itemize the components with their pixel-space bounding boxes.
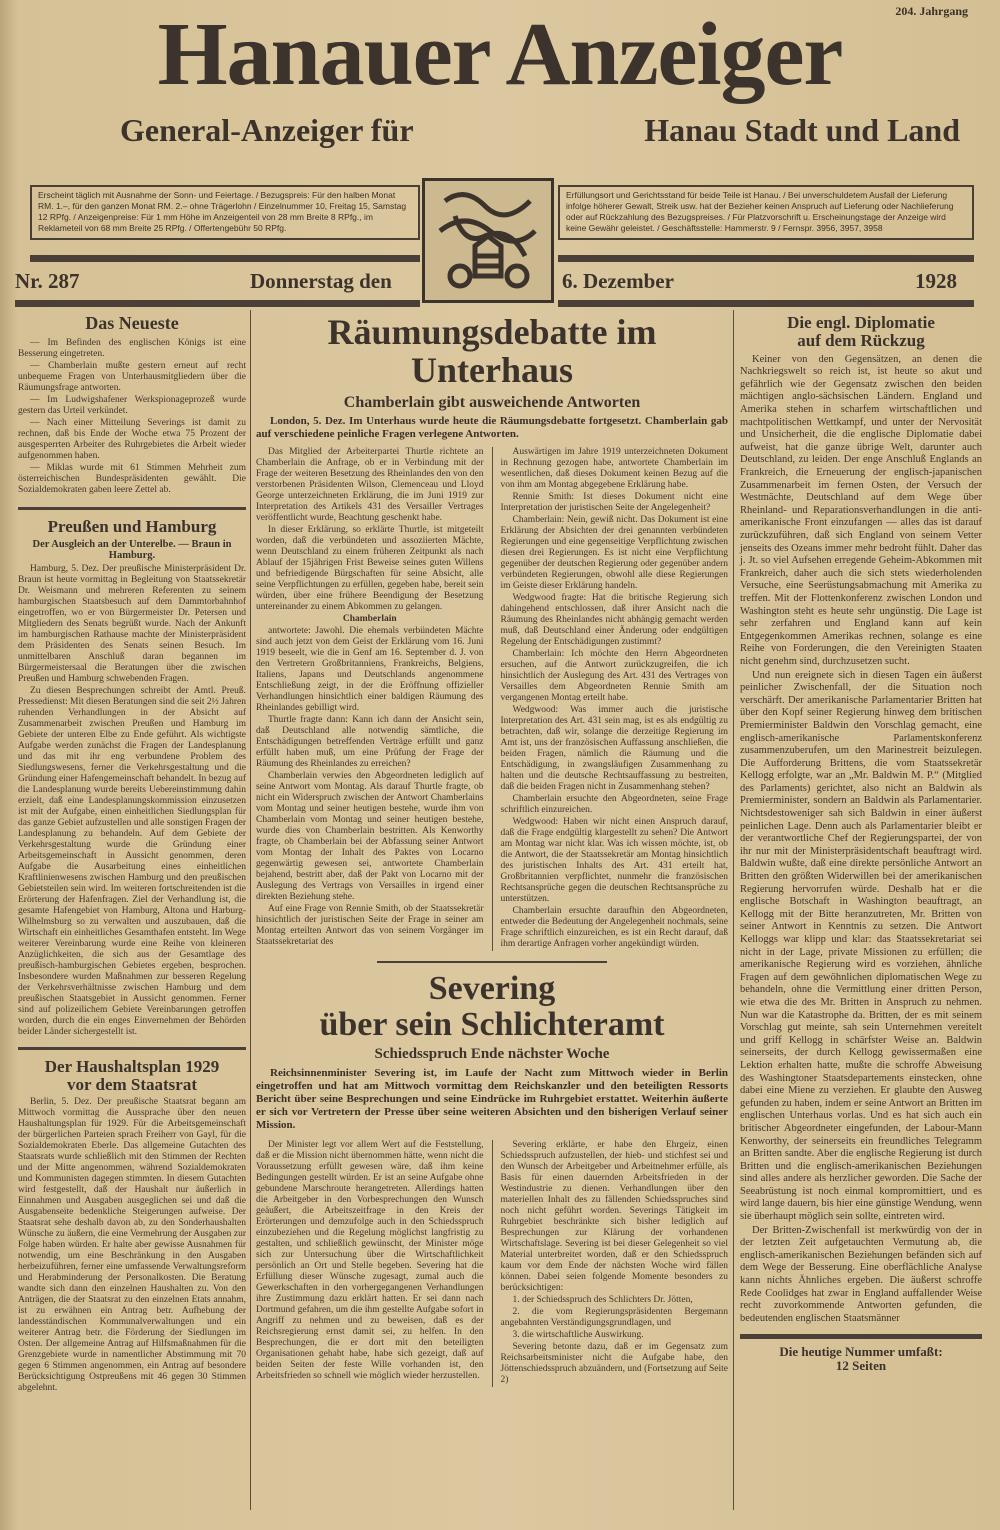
- paragraph: Chamberlain verwies den Abgeordneten lediglich auf seine Antwort vom Montag. Als darauf Thurtle fragte, ob nicht ein Widerspruch zwischen der Antwort Chamberlains vom Montag und seiner heutigen bestehe, wurde ihm von Chamberlain vom Montag und seiner heutigen bestehe, wurde dies von Chamberlain bestritten. Als Kenworthy fragte, ob Chamberlain bei der Abfassung seiner Antwort vom Montag der Inhalt des Paktes von Locarno gegenwärtig gewesen sei, antwortete Chamberlain bejahend, bestritt aber, daß der Pakt von Locarno mit der Auslegung des Vertrags von Versailles in irgend einer direkten Beziehung stehe.: [256, 771, 484, 903]
- list-item: 3. die wirtschaftliche Auswirkung.: [512, 1329, 644, 1340]
- article-title-line2: auf dem Rückzug: [797, 330, 925, 350]
- divider: [30, 255, 420, 262]
- column-rule: [733, 310, 734, 1510]
- news-item: — Miklas wurde mit 61 Stimmen Mehrheit zum österreichischen Bundespräsidenten gewählt. Die Sozialdemokraten gaben leere Zettel ab.: [18, 462, 246, 495]
- list-item: 2. die vom Regierungspräsidenten Bergemann angebahnten Verständigungsgrundlagen, und: [500, 1306, 728, 1328]
- page-count-label: Die heutige Nummer umfaßt:: [779, 1344, 943, 1360]
- text-column: [501, 1140, 729, 1387]
- middle-column: [256, 314, 728, 1387]
- text-column: [256, 1140, 484, 1387]
- page-count-note: [740, 1345, 982, 1372]
- paragraph: Der Britten-Zwischenfall ist merkwürdig von der in der letzten Zeit aufgetauchten Vermutung ab, die englisch-amerikanischen Beziehungen befänden sich auf dem Wege der Besserung. Eine oberflächliche Analyse kann nichts Ähnliches ergeben. Die äußerst schroffe Rede Coolidges hat zwar in England auffallender Weise recht zuvorkommende Antworten gefunden, die bedeutenden englischen Staatsmänner: [740, 1224, 982, 1324]
- news-item: — Nach einer Mitteilung Severings ist damit zu rechnen, daß bis Ende der Woche etwa 75 Prozent der ausgesperrten Arbeiter des Ruhrgebietes die Arbeit wieder aufgenommen haben.: [18, 417, 246, 461]
- masthead: [10, 0, 990, 160]
- news-item: — Im Ludwigshafener Werkspionageprozeß wurde gestern das Urteil verkündet.: [18, 394, 246, 416]
- page-count-value: 12 Seiten: [835, 1358, 887, 1374]
- article-title: Preußen und Hamburg: [47, 516, 217, 536]
- paragraph: antwortete: Jawohl. Die ehemals verbündeten Mächte sind auch jetzt von dem Geist der Erklärung vom 16. Juni 1919 beseelt, wie die in Genf am 16. September d. J. von den Vertretern Großbritanniens, Frankreichs, Belgiens, Italiens, Japans und Deutschlands angenommene Entschließung zeigt, in der die Eröffnung offizieller Verhandlungen hinsichtlich einer baldigen Räumung des Rheinlandes gebilligt wird.: [256, 626, 484, 714]
- news-item: — Chamberlain mußte gestern erneut auf recht unbequeme Fragen von Unterhausmitgliedern über die Räumungsfrage antworten.: [18, 360, 246, 393]
- paragraph: Severing erklärte, er habe den Ehrgeiz, einen Schiedsspruch aufzustellen, der hieb- und stichfest sei und den Wunsch der Arbeitgeber und Arbeitnehmer erfülle, als Basis für einen dauernden Arbeitsfrieden in der Westindustrie zu dienen. Verhandlungen über den materiellen Inhalt des zu fällenden Schiedsspruches sind noch nicht geführt worden. Severings Tätigkeit im Ruhrgebiet beschränkte sich bisher lediglich auf Besprechungen zur Klärung der vorhandenen Wirtschaftslage. Severing ist bei dieser Gelegenheit so viel Material unterbreitet worden, daß er den Schiedsspruch kaum vor dem Ende der nächsten Woche wird fällen können. Dabei seien folgende Momente besonders zu berücksichtigen:: [500, 1139, 728, 1293]
- column-rule: [492, 1140, 493, 1387]
- article-subtitle: Chamberlain gibt ausweichende Antworten: [343, 393, 641, 411]
- article-title: Räumungsdebatte im: [327, 312, 657, 352]
- paragraph: Hamburg, 5. Dez. Der preußische Ministerpräsident Dr. Braun ist heute vormittag in Begleitung von Staatssekretär Dr. Weismann und mehreren Referenten zu seinem hamburgischen Staatsbesuch auf dem Dammtorbahnhof eingetroffen, wo er von Bürgermeister Dr. Petersen und Mitgliedern des Senats begrüßt wurde. Nach der Ankunft im hamburgischen Rathause machte der Ministerpräsident dem Präsidenten des Senats seinen Besuch. Im unmittelbaren Anschluß daran begannen im Bürgermeistersaal die Beratungen über die zwischen Preußen und Hamburg schwebenden Fragen.: [18, 563, 246, 684]
- right-column: [740, 314, 982, 1373]
- paragraph: In dieser Erklärung, so erklärte Thurtle, ist mitgeteilt worden, daß die verbündeten und assoziierten Mächte, wenn Deutschland zu einem früheren Zeitpunkt als nach Ablauf der 15jährigen Frist Beweise seines guten Willens und befriedigende Bürgschaften für seine Absicht, alle seine Verpflichtungen zu erfüllen, gegeben habe, bereit sein würden, über eine frühere Beendigung der Besetzung untereinander zu einem Abkommen zu gelangen.: [256, 525, 484, 613]
- paragraph: Rennie Smith: Ist dieses Dokument nicht eine Interpretation der juristischen Seite der Angelegenheit?: [500, 492, 728, 514]
- subtitle-right: Hanau Stadt und Land: [644, 112, 960, 148]
- paragraph: Und nun ereignete sich in diesen Tagen ein äußerst peinlicher Zwischenfall, der die Situation noch verschärft. Der amerikanische Parlamentarier Britten hat über den Kopf seiner Regierung hinweg dem britischen Premierminister Baldwin den Vorschlag gemacht, eine englisch-amerikanische Parlamentskonferenz zusammenzuberufen, um den Marinestreit beizulegen. Die Aufforderung Brittens, die vom Staatssekretär Kellogg erfolgte, war an „Mr. Baldwin M. P.“ (Mitglied des Parlaments) gerichtet, also nicht an Baldwin als Premierminister, sondern an Baldwin als Parlamentarier. Nichtsdestoweniger sah sich Baldwin in einer äußerst peinlichen Lage. Denn auch als Parlamentarier bleibt er der verantwortliche Chef der Regierungspartei, der von ihr nur mit der Ministerpräsidentschaft beauftragt wird. Baldwin wußte, daß eine direkte persönliche Antwort an Britten den größten Widerwillen bei der amerikanischen Regierung hervorrufen würde. Deshalb hat er die englische Botschaft in Washington beauftragt, an Kellogg mit der Bitte heranzutreten, Mr. Britten von seiner Antwort in Kenntnis zu setzen. Die Antwort Kelloggs war klipp und klar: das Staatssekretariat sei nicht in der Lage, private Missionen zu erfüllen; die amerikanische Regierung wird es vorziehen, ähnliche Fragen auf dem gewöhnlichen diplomatischen Wege zu behandeln, ohne die Vermittlung einer dritten Person, wie etwa die des Mr. Britten in Anspruch zu nehmen. Nun war die Katastrophe da. Britten, der es mit seinem Vorschlag gut meinte, sah sein Unternehmen vereitelt und griff Kellogg in schärfster Weise an. Baldwin seinerseits, der durch Kellogg gewissermaßen eine Lektion erhalten hatte, mußte die schroffe Abweisung des Washingtoner Staatsdepartements einstecken, ohne dabei eine Miene zu verziehen. Er glaubte den Ausweg gefunden zu haben, indem er seine Antwort an Britten im englischen Unterhaus vorlas. Und es hat sich auch ein britischer Abgeordneter eingefunden, der Labour-Mann Kenworthy, der seinerseits ein freundliches Telegramm an Britten sandte. Aber die englische Regierung ist durch Britten und die englisch-amerikanischen Beziehungen sind alles andere als herzlicher geworden. Die Sache der Seeabrüstung ist noch einmal kompromittiert, und es wird lange dauern, bis hier eine günstige Wendung, wenn sie überhaupt möglich sein sollte, eintreten wird.: [740, 669, 982, 1223]
- text-column: [256, 447, 484, 951]
- volume-label: 204. Jahrgang: [895, 4, 968, 18]
- paragraph: Chamberlain ersuchte daraufhin den Abgeordneten, entweder die Bedeutung der Angelegenheit nochmals, seine Frage schriftlich einzureichen, es ist ein Recht darauf, daß ihm derartige Anfragen vorher angekündigt würden.: [500, 906, 728, 950]
- paragraph: Der Minister legt vor allem Wert auf die Feststellung, daß er die Mission nicht übernommen hätte, wenn nicht die Voraussetzung erfüllt gewesen wäre, daß ihm keine Bedingungen gestellt würden. Er ist an seine Aufgabe ohne gebundene Marschroute herangetreten. Allerdings hatten die Arbeitgeber in den Vorbesprechungen den Wunsch geäußert, die Arbeitszeitfrage in den Kreis der Erörterungen und demzufolge auch in den Schiedsspruch einzubeziehen und die Regelung möglichst langfristig zu gestalten, und schließlich gewünscht, der Minister möge sich zur Untersuchung über die Wirtschaftlichkeit persönlich an Ort und Stelle begeben. Severing hat die Erfüllung dieser Wünsche zugesagt, zumal auch die Gewerkschaften in den vorhergegangenen Verhandlungen ihre Zustimmung dazu erklärt hatten. Er sei dann nach Dortmund gefahren, um die ihm gestellte Aufgabe sofort in Angriff zu nehmen und zu beweisen, daß es der Reichsregierung ernst damit sei, zu helfen. In den Besprechungen, die er dort mit den beteiligten Organisationen gehabt habe, habe sich gezeigt, daß auf beiden Seiten der feste Wille vorhanden ist, den Arbeitsfrieden so schnell wie möglich wieder herzustellen.: [256, 1139, 484, 1381]
- divider: [18, 507, 246, 510]
- paragraph: Auf eine Frage von Rennie Smith, ob der Staatssekretär hinsichtlich der juristischen Seite der Frage in seiner am Montag erteilten Antwort das von seinem Vorgänger im Staatssekretariat des: [256, 904, 484, 948]
- article-title-line2: vor dem Staatsrat: [67, 1074, 197, 1094]
- date: 6. Dezember: [562, 269, 674, 293]
- article-lead: London, 5. Dez. Im Unterhaus wurde heute die Räumungsdebatte fortgesetzt. Chamberlain gab auf verschiedene peinliche Fragen verlegene Antworten.: [256, 415, 728, 441]
- article-raeumungsdebatte: [256, 314, 728, 951]
- divider: [558, 255, 974, 262]
- article-severing: [256, 971, 728, 1386]
- column-rule: [492, 447, 493, 951]
- text-column: [501, 447, 729, 951]
- paragraph: Berlin, 5. Dez. Der preußische Staatsrat begann am Mittwoch vormittag die Aussprache über den neuen Haushaltungsplan für 1929. Für die Arbeitsgemeinschaft der bürgerlichen Parteien sprach Freiherr von Gayl, für die Sozialdemokraten Eberle. Das allgemeine Gutachten des Staatsrats wurde schließlich mit den Stimmen der Rechten und der Mitte angenommen, während Sozialdemokraten und Kommunisten dagegen stimmten. In diesem Gutachten wird festgestellt, daß der Haushalt nur äußerlich in Einnahmen und Ausgaben ausgeglichen sei und daß die Ausgabenseite bedenkliche Steigerungen aufweise. Der Staatsrat sehe deshalb davon ab, zu den Sonderhaushalten Wünsche zu äußern, die eine Vermehrung der Ausgaben zur Folge haben würden. Er halte aber gewisse Ausnahmen für notwendig, um eine Beschränkung in den Ausgaben herbeizuführen, ferner eine umfassende Verwaltungsreform und Herabminderung der Personalkosten. Die Beratung wandte sich dann den einzelnen Haushalten zu. Von den Anträgen, die der Staatsrat zu den einzelnen Etats annahm, ist zu erwähnen ein Antrag betr. Aufhebung der landesständischen Kommunalverwaltungen und ein weiterer Antrag betr. die Förderung der Siedlungen im Osten. Der allgemeine Antrag auf Hilfsmaßnahmen für die Grenzgebiete wurde in namentlicher Abstimmung mit 70 gegen 6 Stimmen angenommen, ein Antrag auf besondere Berücksichtigung Ostpreußens mit 46 gegen 30 Stimmen abgelehnt.: [18, 1097, 246, 1394]
- paragraph: Thurtle fragte dann: Kann ich dann der Ansicht sein, daß Deutschland alle notwendig sämtliche, die Entschädigungen betreffenden Verträge erfüllt und ganz erfüllt haben muß, um eine Prüfung der Frage der Räumung des Rheinlandes zu erreichen?: [256, 715, 484, 770]
- article-preussen-hamburg: [18, 518, 246, 1039]
- article-subtitle: Der Ausgleich an der Unterelbe. — Braun in Hamburg.: [32, 538, 232, 561]
- subscription-info-box: Erscheint täglich mit Ausnahme der Sonn- und Feiertage. / Bezugspreis: Für den halben Monat RM. 1.–, für den ganzen Monat RM. 2.– ohne Trägerlohn / Einzelnummer 10, Freitag 15, Samstag 12 RPfg. / Anzeigenpreise: Für 1 mm Höhe im Anzeigenteil von 28 mm Breite 8 RPfg., im Reklameteil von 68 mm Breite 25 RPfg. / Offertengebühr 50 RPfg.: [30, 185, 420, 240]
- paragraph: Zu diesen Besprechungen schreibt der Amtl. Preuß. Pressedienst: Mit diesen Beratungen sind die seit 2½ Jahren ruhenden Verhandlungen in der Absicht auf Zusammenarbeit zwischen Preußen und Hamburg im Gebiete der unteren Elbe zu Ende geführt. Als wichtigste Aufgabe werden zunächst die Fragen der Landesplanung und das mit ihr eng verbundene Problem des Siedlungswesens, ferner die Verkehrsgestaltung und die Gründung einer Hafengemeinschaft behandelt. In bezug auf die Landesplanung wurde bereits Uebereinstimmung dahin erzielt, daß eine Landesplanungskommission einzusetzen ist mit der Aufgabe, einen einheitlichen Siedlungsplan für das ganze Gebiet aufzustellen und alle sonstigen Fragen der Landesplanung zu behandeln. Auf dem Gebiete der Verkehrsgestaltung wurde die Gründung einer Arbeitsgemeinschaft in Aussicht genommen, deren Aufgabe die Ausarbeitung eines einheitlichen Kraftlinienwesens zwischen Hamburg und den preußischen Gebietsteilen sein wird. Im weiteren fortschreitenden ist die Erörterung der Hafenfragen. Ziel der Verhandlung ist, die gesamte Hafengebiet von Hamburg, Altona und Harburg-Wilhelmsburg so zu verwalten und auszubauen, daß die Wirtschaft ein einheitliches Gesamthafen entsteht. Im Wege weiterer Vereinbarung wurde eine Reihe von kleineren Anzüglichkeiten, die sich aus der Gesamtlage des preußisch-hamburgischen Gebietes ergeben, besprochen. Insbesondere wurden Maßnahmen zur besseren Regelung der Verkehrsverhältnisse zwischen Hamburg und dem preußischen Staatsgebiet in Aussicht genommen. Ferner sind auf polizeilichem Gebiete Vereinbarungen getroffen worden, durch die ein enges Einvernehmen der Behörden beider Länder sichergestellt ist.: [18, 685, 246, 1037]
- paragraph: Wedgwood: Was immer auch die juristische Interpretation des Art. 431 sein mag, ist es als endgültig zu betrachten, daß wir, solange die derzeitige Regierung im Amt ist, uns der französischen Auffassung anschließen, die beiden Fragen, nämlich die Räumung und die Entschädigung, in zwangsläufigen Zusammenhang zu halten und die deutsche Rechtsauffassung zu bestreiten, daß die beiden Fragen nicht in Zusammenhang stehen?: [500, 705, 728, 793]
- article-diplomatie: [740, 314, 982, 1326]
- article-title: Das Neueste: [85, 313, 179, 333]
- article-title: Die engl. Diplomatie: [787, 313, 935, 332]
- article-haushaltsplan: [18, 1058, 246, 1396]
- paragraph: Severing betonte dazu, daß er im Gegensatz zum Reichsarbeitsminister nicht die Aufgabe habe, den Jöttenschiedsspruch abzuändern, und (Fortsetzung auf Seite 2): [500, 1341, 728, 1385]
- city-emblem-icon: [422, 178, 554, 303]
- left-column: [18, 314, 246, 1395]
- weekday: Donnerstag den: [250, 269, 392, 293]
- divider: [18, 1047, 246, 1050]
- year: 1928: [915, 269, 957, 293]
- list-item: 1. der Schiedsspruch des Schlichters Dr. Jötten,: [512, 1294, 693, 1305]
- divider: [15, 300, 420, 307]
- section-heading: Chamberlain: [342, 614, 397, 625]
- terms-info-box: Erfüllungsort und Gerichtsstand für beide Teile ist Hanau. / Bei unverschuldetem Ausfall der Lieferung infolge höherer Gewalt, Streik usw. hat der Bezieher keinen Anspruch auf Lieferung oder Nachlieferung oder auf Rückzahlung des Bezugspreises. / Für Platzvorschrift u. Erscheinungstage der Anzeige wird keine Gewähr geleistet. / Geschäftsstelle: Hammerstr. 9 / Fernspr. 3956, 3957, 3958: [558, 185, 974, 240]
- news-item: — Im Befinden des englischen Königs ist eine Besserung eingetreten.: [18, 337, 246, 359]
- paragraph: Das Mitglied der Arbeiterpartei Thurtle richtete an Chamberlain die Anfrage, ob er in Verbindung mit der Frage der weiteren Besetzung des Rheinlandes den von den verstorbenen Präsidenten Wilson, Clemenceau und Lloyd George unterzeichneten Erklärung, die im Juni 1919 zur Interpretation des Artikels 431 des Versailler Vertrages veröffentlicht wurde, Beachtung geschenkt habe.: [256, 447, 484, 524]
- divider: [558, 300, 974, 307]
- issue-number: Nr. 287: [15, 269, 80, 293]
- article-lead: Reichsinnenminister Severing ist, im Laufe der Nacht zum Mittwoch wieder in Berlin eingetroffen und hat am Mittwoch vormittag dem Reichskanzler und den beteiligten Ressorts Bericht über seine Besprechungen und seine Eindrücke im Ruhrgebiet erstattet. Weiterhin äußerte er sich vor Vertretern der Presse über seine weiteren Absichten und den bisherigen Verlauf seiner Mission.: [256, 1066, 728, 1131]
- subtitle-left: General-Anzeiger für: [120, 112, 414, 148]
- divider: [377, 961, 607, 963]
- paragraph: Wedgwood fragte: Hat die britische Regierung sich dahingehend entschlossen, daß ihrer Ansicht nach die Räumung des Rheinlandes nicht abhängig gemacht werden muß, daß Deutschland einer Änderung oder endgültigen Regelung der Entschädigungen zustimmt?: [500, 593, 728, 648]
- newspaper-title: Hanauer Anzeiger: [157, 5, 843, 104]
- article-title-line2: über sein Schlichteramt: [319, 1006, 665, 1044]
- paragraph: Keiner von den Gegensätzen, an denen die Nachkriegswelt so reich ist, ist heute so akut und gefährlich wie der Gegensatz zwischen den beiden mächtigen anglo-sächsischen Ländern. England und Amerika stehen in scharfem wirtschaftlichen und machtpolitischen Wettkampf, und unter der Nervosität und Unsicherheit, die die englische Diplomatie dabei aufweist, hat die ganze übrige Welt, darunter auch Deutschland, zu leiden. Der enge Anschluß Englands an Frankreich, die Erneuerung der englisch-japanischen Zusammenarbeit im fernen Osten, der Versuch der Westmächte, Deutschland auf dem Wege über Rheinland- und Reparationsverhandlungen in die anti-amerikanische Front einzufangen — alles das ist darauf zurückzuführen, daß sich England von seinem Vetter jenseits des Ozeans immer mehr bedroht fühlt. Daher das j. Jt. so viel Aufsehen erregende Geheim-Abkommen mit Frankreich, daher auch die sich stets wiederholenden Versuche, eine Seerüstungsabmachung mit Amerika zu treffen. Mit der Flottenkonferenz zwischen London und Washington steht es heute sehr ungünstig. Die Lage ist sehr zerfahren und England kann auf kein Entgegenkommen Amerikas rechnen, solange es eine Reihe von Forderungen, die den Vereinigten Staaten nicht genehm sind, durchzusetzen sucht.: [740, 353, 982, 667]
- article-das-neueste: [18, 314, 246, 497]
- column-rule: [250, 310, 251, 1510]
- paragraph: Wedgwood: Haben wir nicht einen Anspruch darauf, daß die Frage endgültig klargestellt zu sehen? Die Antwort am Montag war nicht klar. Was ich wissen möchte, ist, ob die Antwort, die der Staatssekretär am Montag hinsichtlich des juristischen Inhalts des Art. 431 erteilt hat, Großbritannien verpflichtet, nunmehr die französischen Rechtsansprüche gegen die deutschen Rechtsansprüche zu unterstützen.: [500, 817, 728, 905]
- divider: [740, 1334, 982, 1339]
- paragraph: Auswärtigen im Jahre 1919 unterzeichneten Dokument in Rechnung gezogen habe, antwortete Chamberlain im wesentlichen, daß dieses Dokument keinen Bezug auf die von ihm am Montag abgegebene Erklärung habe.: [500, 447, 728, 491]
- paragraph: Chamberlain ersuchte den Abgeordneten, seine Frage schriftlich einzureichen.: [500, 794, 728, 816]
- article-title: Severing: [428, 970, 556, 1008]
- paragraph: Chamberlain: Nein, gewiß nicht. Das Dokument ist eine Erklärung der Absichten der drei genannten verbündeten Regierungen und eine gegenseitige Verpflichtung zwischen diesen drei Regierungen. Es ist nicht eine Verpflichtung gegenüber der deutschen Regierung oder gegenüber andern verbündeten Regierungen, obwohl alle diese Regierungen im Geiste dieser Erklärung handeln.: [500, 515, 728, 592]
- paragraph: Chamberlain: Ich möchte den Herrn Abgeordneten ersuchen, auf die Antwort zurückzugreifen, die ich hinsichtlich der Auslegung des Art. 431 des Vertrages von Versailles dem Abgeordneten Rennie Smith am vergangenen Montag erteilt habe.: [500, 649, 728, 704]
- article-title-line2: Unterhaus: [410, 349, 574, 390]
- article-title: Der Haushaltsplan 1929: [44, 1056, 220, 1076]
- article-subtitle: Schiedsspruch Ende nächster Woche: [374, 1045, 610, 1062]
